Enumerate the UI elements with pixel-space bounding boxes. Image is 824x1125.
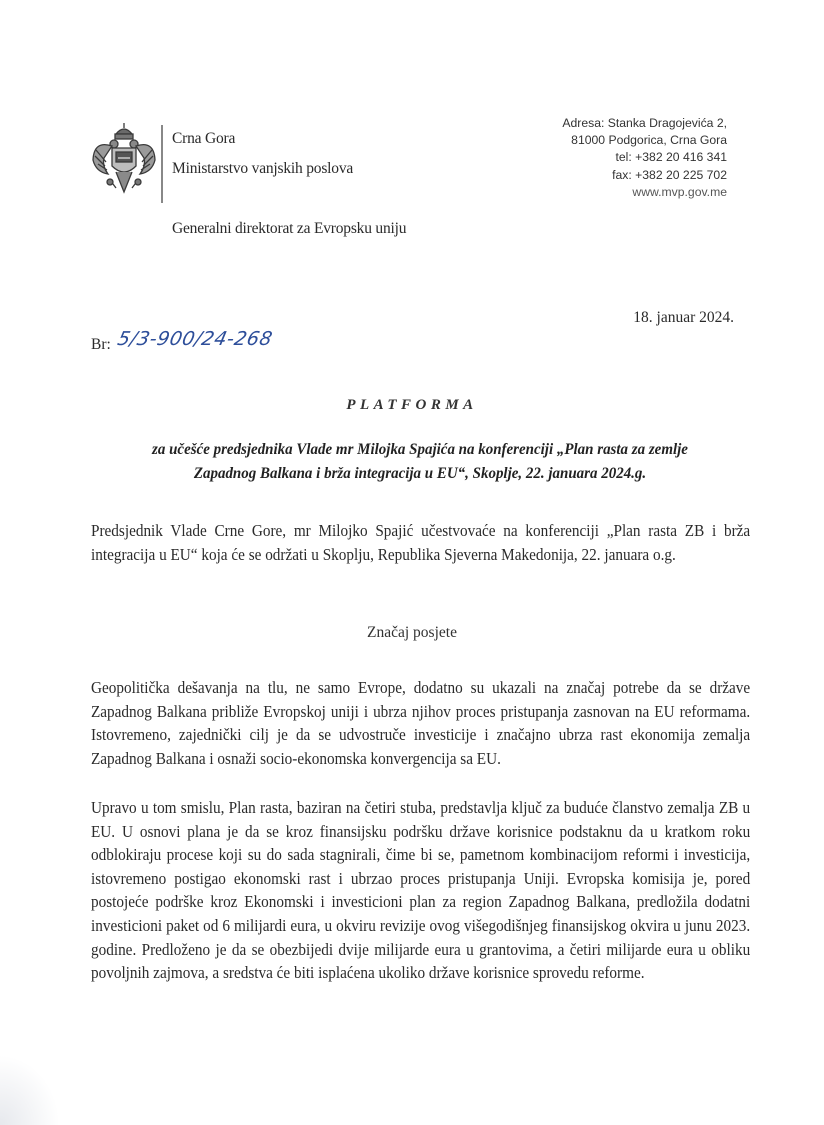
- handwritten-reference: 5/3-900/24-268: [115, 328, 275, 350]
- address-fax: fax: +382 20 225 702: [612, 167, 727, 182]
- document-title: PLATFORMA: [346, 397, 478, 413]
- ministry-address-block: [562, 115, 727, 201]
- section-heading: Značaj posjete: [367, 624, 457, 641]
- address-website: www.mvp.gov.me: [632, 184, 727, 199]
- address-tel: tel: +382 20 416 341: [615, 150, 727, 165]
- intro-paragraph: Predsjednik Vlade Crne Gore, mr Milojko Spajić učestvovaće na konferenciji „Plan rasta ZB i brža integracija u EU“ koja će se održati u Skoplju, Republika Sjeverna Makedonija, 22. januara o.g.: [91, 521, 751, 564]
- country-name: Crna Gora: [172, 130, 236, 147]
- scan-shadow: [0, 1055, 60, 1125]
- ministry-name: Ministarstvo vanjskih poslova: [172, 160, 354, 177]
- subtitle-line-1: za učešće predsjednika Vlade mr Milojka Spajića na konferenciji „Plan rasta za zemlje: [152, 439, 688, 458]
- address-street: Adresa: Stanka Dragojevića 2,: [562, 116, 727, 130]
- subtitle-line-2: Zapadnog Balkana i brža integracija u EU“, Skoplje, 22. januara 2024.g.: [193, 463, 647, 482]
- montenegro-coat-of-arms-icon: [90, 122, 158, 200]
- document-date: 18. januar 2024.: [633, 309, 734, 326]
- directorate-name: Generalni direktorat za Evropsku uniju: [172, 220, 407, 237]
- body-paragraph: Geopolitička dešavanja na tlu, ne samo Evrope, dodatno su ukazali na značaj potrebe da se države Zapadnog Balkana približe Evropskoj uniji i ubrza njihov proces pristupanja zasnovan na EU reformama. Istovremeno, zajednički cilj je da se udvostruče investicije i značajno ubrza rast ekonomija zemalja Zapadnog Balkana i osnaži socio-ekonomska konvergencija sa EU.: [91, 678, 751, 768]
- address-city: 81000 Podgorica, Crna Gora: [571, 133, 727, 148]
- letterhead-divider: [161, 125, 163, 203]
- body-paragraph: Upravo u tom smislu, Plan rasta, baziran na četiri stuba, predstavlja ključ za buduće članstvo zemalja ZB u EU. U osnovi plana je da se kroz finansijsku podršku države korisnice podstaknu da u kratkom roku odblokiraju procese koji su do sada stagnirali, čime bi se, pametnom kombinacijom reformi i investicija, istovremeno postigao ekonomski rast i ubrzao proces pristupanja Uniji. Evropska komisija je, pored postojeće podrške kroz Ekonomski i investicioni plan za region Zapadnog Balkana, predložila dodatni investicioni paket od 6 milijardi eura, u okviru revizije ovog višegodišnjeg finansijskog okvira u junu 2023. godine. Predloženo je da se obezbijedi dvije milijarde eura u grantovima, a četiri milijarde eura u obliku povoljnih zajmova, a sredstva će biti isplaćena ukoliko države korisnice sprovedu reforme.: [91, 798, 751, 983]
- reference-number: [91, 328, 275, 354]
- document-subtitle: [107, 437, 733, 485]
- reference-label: Br:: [91, 336, 111, 353]
